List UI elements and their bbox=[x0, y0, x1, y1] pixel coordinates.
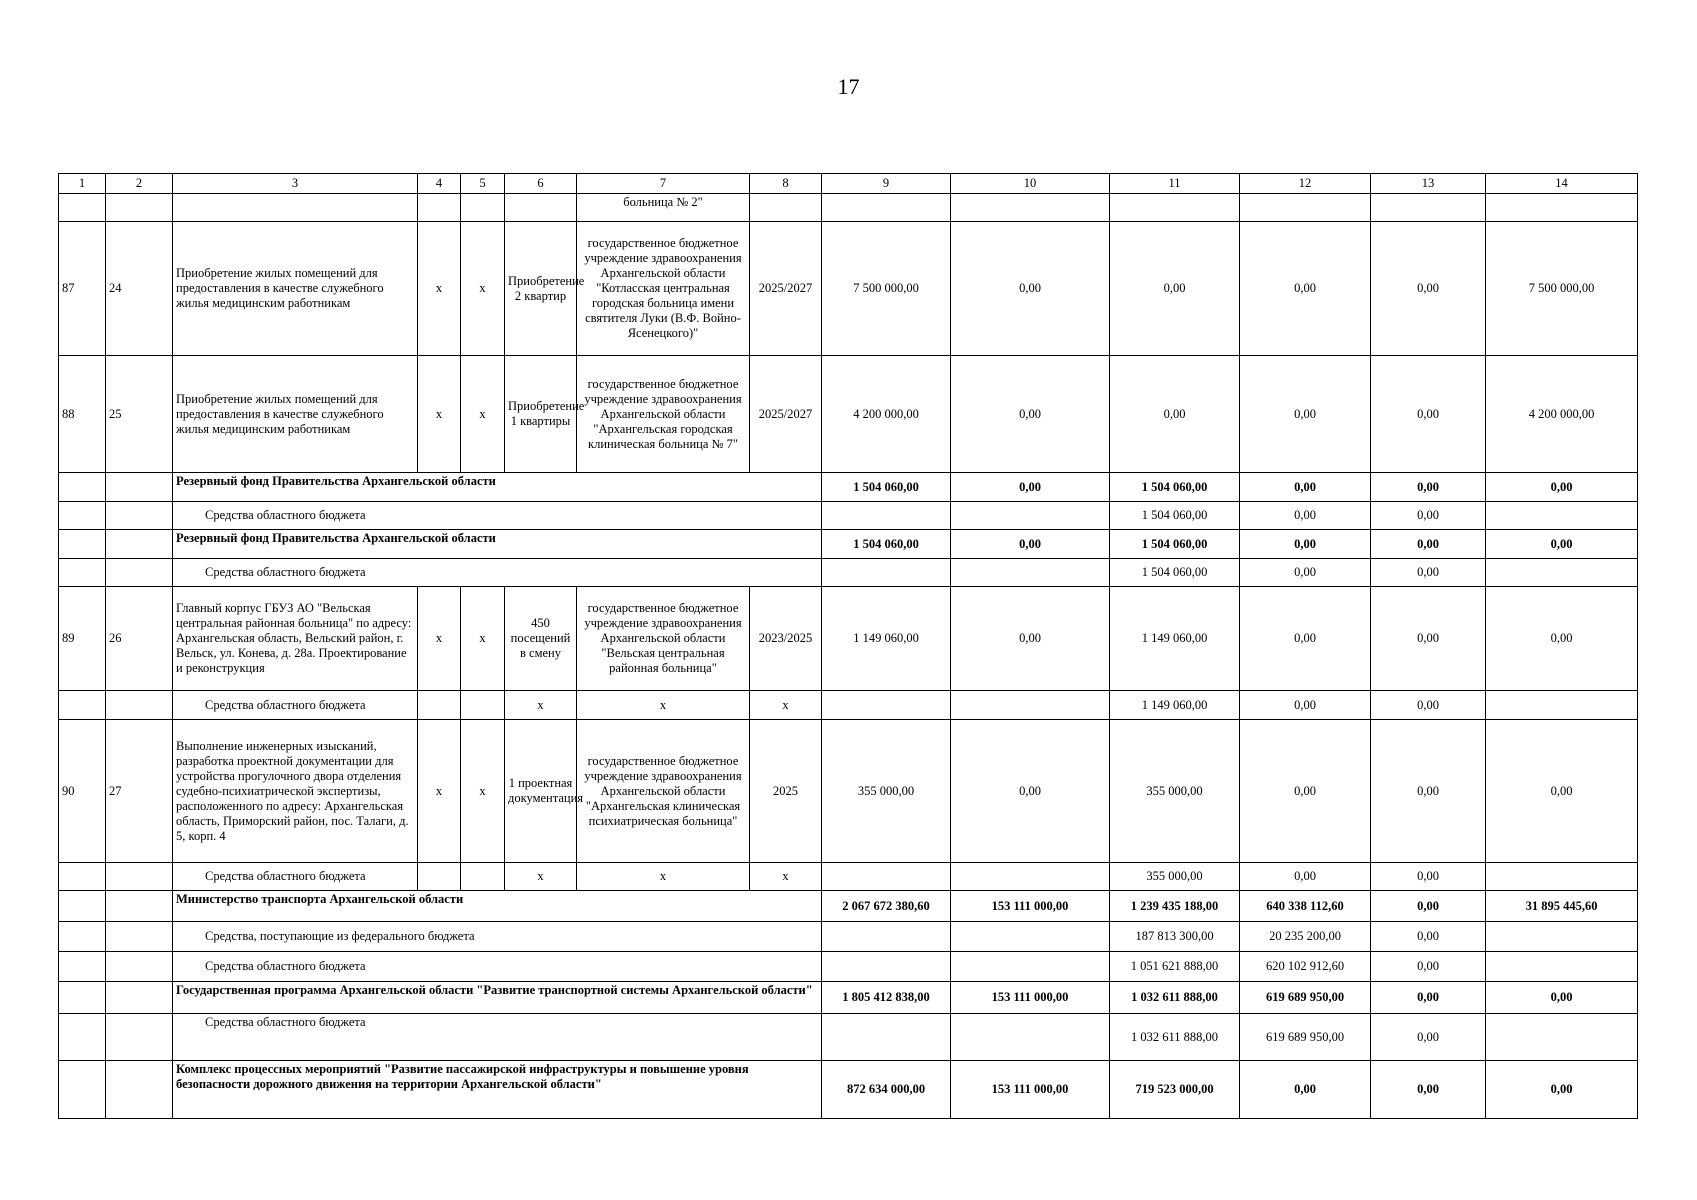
section-title-cell: Комплекс процессных мероприятий "Развитие пассажирской инфраструктуры и повышение уровня безопасности дорожного движения на территории Архангельской области" bbox=[173, 1061, 822, 1119]
item-number-cell: 24 bbox=[106, 222, 173, 356]
empty-cell bbox=[951, 922, 1110, 952]
amount-cell: 0,00 bbox=[1371, 691, 1486, 720]
section-total-cell: 872 634 000,00 bbox=[822, 1061, 951, 1119]
empty-cell bbox=[951, 952, 1110, 982]
column-number-row bbox=[59, 174, 1638, 194]
marker-cell: x bbox=[418, 222, 461, 356]
empty-cell bbox=[106, 559, 173, 587]
empty-cell bbox=[1486, 502, 1638, 530]
organization-cell: государственное бюджетное учреждение здравоохранения Архангельской области "Архангельская клиническая психиатрическая больница" bbox=[577, 720, 750, 863]
amount-cell: 0,00 bbox=[1240, 720, 1371, 863]
section-total-cell: 1 032 611 888,00 bbox=[1110, 982, 1240, 1014]
row-number-cell: 87 bbox=[59, 222, 106, 356]
empty-cell bbox=[59, 502, 106, 530]
section-total-cell: 1 504 060,00 bbox=[1110, 473, 1240, 502]
marker-cell: x bbox=[750, 691, 822, 720]
object-name-cell: Выполнение инженерных изысканий, разработка проектной документации для устройства прогулочного двора отделения судебно-психиатрической экспертизы, расположенного по адресу: Архангельская область, Приморский район, пос. Талаги, д. 5, корп. 4 bbox=[173, 720, 418, 863]
amount-cell: 0,00 bbox=[1371, 559, 1486, 587]
section-title-cell: Государственная программа Архангельской области "Развитие транспортной системы Архангельской области" bbox=[173, 982, 822, 1014]
empty-cell bbox=[822, 952, 951, 982]
page-number: 17 bbox=[837, 74, 860, 99]
column-number: 10 bbox=[951, 174, 1110, 194]
empty-cell bbox=[1486, 559, 1638, 587]
amount-cell: 0,00 bbox=[951, 587, 1110, 691]
row-number-cell: 88 bbox=[59, 356, 106, 473]
table-row bbox=[59, 502, 1638, 530]
empty-cell bbox=[59, 863, 106, 891]
funding-source-cell: Средства областного бюджета bbox=[173, 502, 822, 530]
funding-source-cell: Средства, поступающие из федерального бюджета bbox=[173, 922, 822, 952]
table-row bbox=[59, 982, 1638, 1014]
marker-cell: x bbox=[750, 863, 822, 891]
column-number: 3 bbox=[173, 174, 418, 194]
capacity-cell: Приобретение 2 квартир bbox=[505, 222, 577, 356]
amount-cell: 0,00 bbox=[1240, 502, 1371, 530]
section-total-cell: 0,00 bbox=[1486, 530, 1638, 559]
funding-source-cell: Средства областного бюджета bbox=[173, 863, 418, 891]
object-name-cell: Приобретение жилых помещений для предоставления в качестве служебного жилья медицинским работникам bbox=[173, 356, 418, 473]
section-total-cell: 0,00 bbox=[1371, 530, 1486, 559]
amount-cell: 1 149 060,00 bbox=[1110, 587, 1240, 691]
amount-cell: 1 504 060,00 bbox=[1110, 559, 1240, 587]
empty-cell bbox=[106, 863, 173, 891]
section-title-cell: Министерство транспорта Архангельской области bbox=[173, 891, 822, 922]
amount-cell: 619 689 950,00 bbox=[1240, 1014, 1371, 1061]
column-number: 1 bbox=[59, 174, 106, 194]
marker-cell: x bbox=[577, 863, 750, 891]
empty-cell bbox=[951, 863, 1110, 891]
section-total-cell: 0,00 bbox=[1240, 530, 1371, 559]
empty-cell bbox=[822, 922, 951, 952]
table-row bbox=[59, 194, 1638, 222]
column-number: 5 bbox=[461, 174, 505, 194]
empty-cell bbox=[1486, 863, 1638, 891]
amount-cell: 0,00 bbox=[1240, 587, 1371, 691]
empty-cell bbox=[106, 1014, 173, 1061]
empty-cell bbox=[106, 502, 173, 530]
row-number-cell: 89 bbox=[59, 587, 106, 691]
column-number: 13 bbox=[1371, 174, 1486, 194]
amount-cell: 4 200 000,00 bbox=[822, 356, 951, 473]
column-number: 14 bbox=[1486, 174, 1638, 194]
section-total-cell: 0,00 bbox=[1371, 1061, 1486, 1119]
empty-cell bbox=[59, 559, 106, 587]
amount-cell: 0,00 bbox=[1371, 502, 1486, 530]
amount-cell: 0,00 bbox=[1371, 922, 1486, 952]
empty-cell bbox=[106, 194, 173, 222]
amount-cell: 0,00 bbox=[1110, 222, 1240, 356]
organization-cell: государственное бюджетное учреждение здравоохранения Архангельской области "Вельская центральная районная больница" bbox=[577, 587, 750, 691]
empty-cell bbox=[59, 952, 106, 982]
table-row bbox=[59, 720, 1638, 863]
empty-cell bbox=[59, 530, 106, 559]
section-total-cell: 0,00 bbox=[951, 530, 1110, 559]
empty-cell bbox=[951, 559, 1110, 587]
empty-cell bbox=[951, 502, 1110, 530]
amount-cell: 1 032 611 888,00 bbox=[1110, 1014, 1240, 1061]
amount-cell: 0,00 bbox=[1371, 952, 1486, 982]
amount-cell: 0,00 bbox=[1371, 863, 1486, 891]
section-total-cell: 1 504 060,00 bbox=[822, 530, 951, 559]
section-total-cell: 0,00 bbox=[1240, 1061, 1371, 1119]
empty-cell bbox=[1486, 194, 1638, 222]
section-total-cell: 640 338 112,60 bbox=[1240, 891, 1371, 922]
section-total-cell: 0,00 bbox=[951, 473, 1110, 502]
amount-cell: 620 102 912,60 bbox=[1240, 952, 1371, 982]
amount-cell: 20 235 200,00 bbox=[1240, 922, 1371, 952]
marker-cell: x bbox=[461, 587, 505, 691]
amount-cell: 355 000,00 bbox=[1110, 863, 1240, 891]
column-number: 2 bbox=[106, 174, 173, 194]
section-total-cell: 153 111 000,00 bbox=[951, 891, 1110, 922]
column-number: 12 bbox=[1240, 174, 1371, 194]
amount-cell: 0,00 bbox=[1371, 222, 1486, 356]
empty-cell bbox=[1110, 194, 1240, 222]
column-number: 6 bbox=[505, 174, 577, 194]
empty-cell bbox=[822, 1014, 951, 1061]
marker-cell: x bbox=[418, 356, 461, 473]
empty-cell bbox=[1240, 194, 1371, 222]
empty-cell bbox=[822, 559, 951, 587]
marker-cell: x bbox=[461, 720, 505, 863]
table-row bbox=[59, 863, 1638, 891]
funding-source-cell: Средства областного бюджета bbox=[173, 691, 418, 720]
empty-cell bbox=[59, 1014, 106, 1061]
column-number: 9 bbox=[822, 174, 951, 194]
empty-cell bbox=[418, 691, 461, 720]
marker-cell: x bbox=[418, 720, 461, 863]
empty-cell bbox=[418, 863, 461, 891]
amount-cell: 0,00 bbox=[1240, 356, 1371, 473]
section-total-cell: 0,00 bbox=[1371, 982, 1486, 1014]
amount-cell: 0,00 bbox=[1486, 720, 1638, 863]
table-row bbox=[59, 691, 1638, 720]
budget-table bbox=[58, 173, 1638, 1119]
amount-cell: 355 000,00 bbox=[822, 720, 951, 863]
section-total-cell: 619 689 950,00 bbox=[1240, 982, 1371, 1014]
table-row bbox=[59, 1014, 1638, 1061]
marker-cell: x bbox=[461, 356, 505, 473]
organization-cell: больница № 2" bbox=[577, 194, 750, 222]
section-total-cell: 2 067 672 380,60 bbox=[822, 891, 951, 922]
empty-cell bbox=[106, 922, 173, 952]
table-row bbox=[59, 952, 1638, 982]
marker-cell: x bbox=[577, 691, 750, 720]
item-number-cell: 26 bbox=[106, 587, 173, 691]
amount-cell: 4 200 000,00 bbox=[1486, 356, 1638, 473]
empty-cell bbox=[59, 982, 106, 1014]
marker-cell: x bbox=[505, 691, 577, 720]
empty-cell bbox=[461, 194, 505, 222]
amount-cell: 0,00 bbox=[951, 720, 1110, 863]
column-number: 4 bbox=[418, 174, 461, 194]
amount-cell: 355 000,00 bbox=[1110, 720, 1240, 863]
section-total-cell: 719 523 000,00 bbox=[1110, 1061, 1240, 1119]
column-number: 8 bbox=[750, 174, 822, 194]
capacity-cell: 450 посещений в смену bbox=[505, 587, 577, 691]
section-total-cell: 1 805 412 838,00 bbox=[822, 982, 951, 1014]
section-title-cell: Резервный фонд Правительства Архангельской области bbox=[173, 473, 822, 502]
empty-cell bbox=[59, 691, 106, 720]
section-total-cell: 0,00 bbox=[1371, 473, 1486, 502]
section-total-cell: 1 504 060,00 bbox=[1110, 530, 1240, 559]
section-total-cell: 153 111 000,00 bbox=[951, 982, 1110, 1014]
empty-cell bbox=[822, 863, 951, 891]
empty-cell bbox=[106, 691, 173, 720]
empty-cell bbox=[59, 922, 106, 952]
empty-cell bbox=[461, 691, 505, 720]
amount-cell: 0,00 bbox=[1486, 587, 1638, 691]
empty-cell bbox=[822, 502, 951, 530]
section-title-cell: Резервный фонд Правительства Архангельской области bbox=[173, 530, 822, 559]
amount-cell: 0,00 bbox=[1110, 356, 1240, 473]
amount-cell: 1 149 060,00 bbox=[822, 587, 951, 691]
item-number-cell: 25 bbox=[106, 356, 173, 473]
amount-cell: 0,00 bbox=[1240, 691, 1371, 720]
empty-cell bbox=[59, 473, 106, 502]
period-cell: 2023/2025 bbox=[750, 587, 822, 691]
section-total-cell: 153 111 000,00 bbox=[951, 1061, 1110, 1119]
capacity-cell: Приобретение 1 квартиры bbox=[505, 356, 577, 473]
amount-cell: 7 500 000,00 bbox=[822, 222, 951, 356]
item-number-cell: 27 bbox=[106, 720, 173, 863]
amount-cell: 0,00 bbox=[1240, 559, 1371, 587]
empty-cell bbox=[106, 891, 173, 922]
empty-cell bbox=[1486, 922, 1638, 952]
column-number: 11 bbox=[1110, 174, 1240, 194]
amount-cell: 1 504 060,00 bbox=[1110, 502, 1240, 530]
table-row bbox=[59, 530, 1638, 559]
table-row bbox=[59, 891, 1638, 922]
amount-cell: 0,00 bbox=[1371, 587, 1486, 691]
amount-cell: 0,00 bbox=[1240, 222, 1371, 356]
table-row bbox=[59, 473, 1638, 502]
section-total-cell: 0,00 bbox=[1486, 1061, 1638, 1119]
table-row bbox=[59, 559, 1638, 587]
empty-cell bbox=[505, 194, 577, 222]
empty-cell bbox=[106, 530, 173, 559]
section-total-cell: 0,00 bbox=[1371, 891, 1486, 922]
empty-cell bbox=[59, 194, 106, 222]
marker-cell: x bbox=[461, 222, 505, 356]
marker-cell: x bbox=[418, 587, 461, 691]
empty-cell bbox=[822, 194, 951, 222]
period-cell: 2025/2027 bbox=[750, 222, 822, 356]
amount-cell: 0,00 bbox=[1240, 863, 1371, 891]
empty-cell bbox=[1486, 952, 1638, 982]
table-row bbox=[59, 922, 1638, 952]
section-total-cell: 0,00 bbox=[1240, 473, 1371, 502]
period-cell: 2025 bbox=[750, 720, 822, 863]
empty-cell bbox=[418, 194, 461, 222]
amount-cell: 187 813 300,00 bbox=[1110, 922, 1240, 952]
row-number-cell: 90 bbox=[59, 720, 106, 863]
column-number: 7 bbox=[577, 174, 750, 194]
organization-cell: государственное бюджетное учреждение здравоохранения Архангельской области "Котласская центральная городская больница имени святителя Луки (В.Ф. Войно-Ясенецкого)" bbox=[577, 222, 750, 356]
empty-cell bbox=[951, 1014, 1110, 1061]
empty-cell bbox=[106, 1061, 173, 1119]
funding-source-cell: Средства областного бюджета bbox=[173, 1014, 822, 1061]
amount-cell: 0,00 bbox=[1371, 720, 1486, 863]
empty-cell bbox=[951, 691, 1110, 720]
empty-cell bbox=[59, 1061, 106, 1119]
empty-cell bbox=[106, 952, 173, 982]
table-row bbox=[59, 587, 1638, 691]
empty-cell bbox=[822, 691, 951, 720]
funding-source-cell: Средства областного бюджета bbox=[173, 952, 822, 982]
amount-cell: 0,00 bbox=[1371, 1014, 1486, 1061]
object-name-cell: Приобретение жилых помещений для предоставления в качестве служебного жилья медицинским работникам bbox=[173, 222, 418, 356]
object-name-cell: Главный корпус ГБУЗ АО "Вельская центральная районная больница" по адресу: Архангельская область, Вельский район, г. Вельск, ул. Конева, д. 28а. Проектирование и реконструкция bbox=[173, 587, 418, 691]
table-row bbox=[59, 1061, 1638, 1119]
funding-source-cell: Средства областного бюджета bbox=[173, 559, 822, 587]
amount-cell: 1 051 621 888,00 bbox=[1110, 952, 1240, 982]
section-total-cell: 0,00 bbox=[1486, 982, 1638, 1014]
section-total-cell: 31 895 445,60 bbox=[1486, 891, 1638, 922]
empty-cell bbox=[106, 982, 173, 1014]
section-total-cell: 0,00 bbox=[1486, 473, 1638, 502]
amount-cell: 0,00 bbox=[1371, 356, 1486, 473]
amount-cell: 0,00 bbox=[951, 222, 1110, 356]
empty-cell bbox=[750, 194, 822, 222]
empty-cell bbox=[951, 194, 1110, 222]
period-cell: 2025/2027 bbox=[750, 356, 822, 473]
amount-cell: 1 149 060,00 bbox=[1110, 691, 1240, 720]
marker-cell: x bbox=[505, 863, 577, 891]
empty-cell bbox=[173, 194, 418, 222]
empty-cell bbox=[1371, 194, 1486, 222]
empty-cell bbox=[461, 863, 505, 891]
section-total-cell: 1 504 060,00 bbox=[822, 473, 951, 502]
organization-cell: государственное бюджетное учреждение здравоохранения Архангельской области "Архангельская городская клиническая больница № 7" bbox=[577, 356, 750, 473]
table-row bbox=[59, 356, 1638, 473]
empty-cell bbox=[1486, 691, 1638, 720]
amount-cell: 0,00 bbox=[951, 356, 1110, 473]
capacity-cell: 1 проектная документация bbox=[505, 720, 577, 863]
empty-cell bbox=[59, 891, 106, 922]
empty-cell bbox=[106, 473, 173, 502]
section-total-cell: 1 239 435 188,00 bbox=[1110, 891, 1240, 922]
amount-cell: 7 500 000,00 bbox=[1486, 222, 1638, 356]
empty-cell bbox=[1486, 1014, 1638, 1061]
table-row bbox=[59, 222, 1638, 356]
